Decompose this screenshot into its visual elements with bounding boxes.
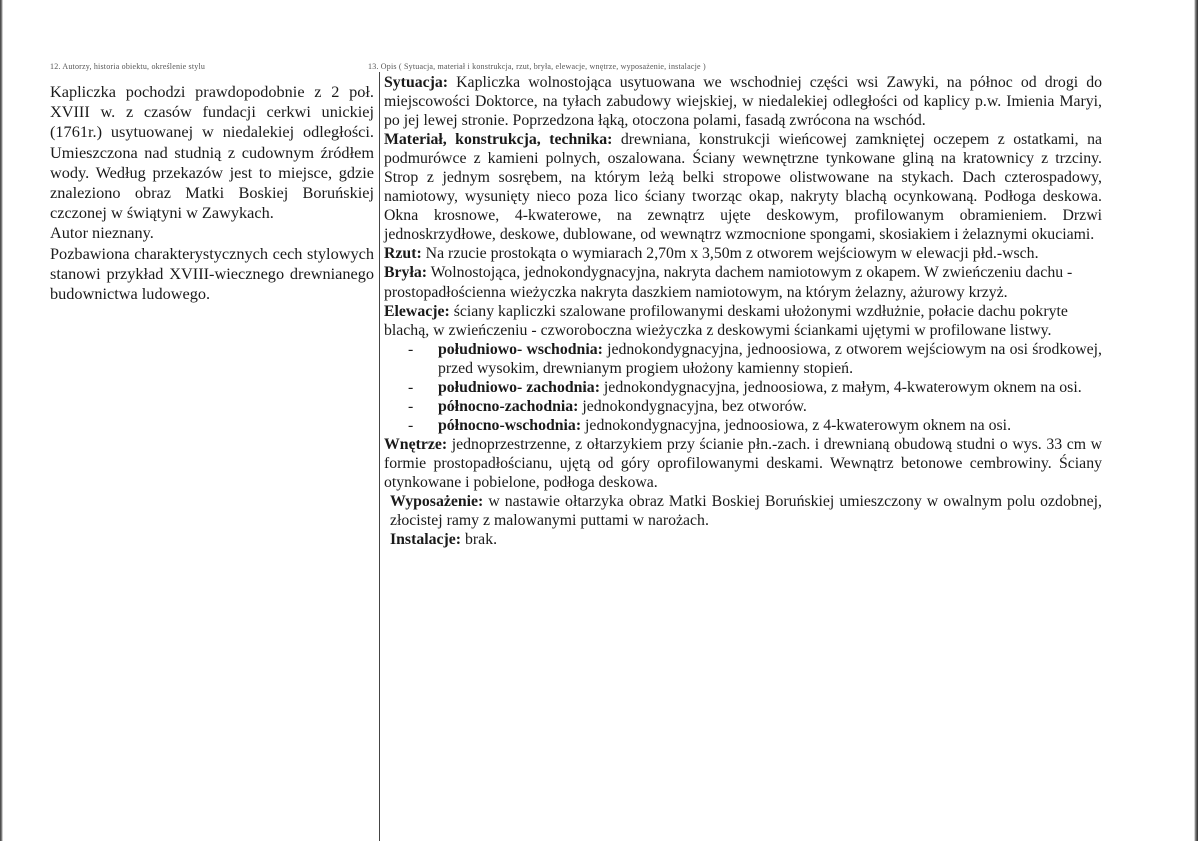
- list-dash: -: [408, 378, 414, 396]
- left-column-header: 12. Autorzy, historia obiektu, określenie stylu: [50, 62, 206, 71]
- scan-edge-left: [0, 0, 3, 841]
- sytuacja-text: Kapliczka wolnostojąca usytuowana we wschodniej części wsi Zawyki, na północ od drogi do miejscowości Doktorce, na tyłach zabudowy wiejskiej, w niedalekiej odległości od kaplicy p.w. Imienia Maryi, po jej lewej stronie. Poprzedzona łąką, otoczona polami, fasadą zwrócona na wschód.: [384, 74, 1102, 130]
- section-sytuacja: [384, 73, 1102, 130]
- instalacje-label: Instalacje:: [390, 531, 462, 549]
- elevation-item-north-west: [384, 397, 1102, 416]
- list-dash: -: [408, 416, 414, 434]
- elevation-text: jednokondygnacyjna, jednoosiowa, z małym, 4-kwaterowym oknem na osi.: [599, 378, 1082, 396]
- bryla-text: Wolnostojąca, jednokondygnacyjna, nakryta dachem namiotowym z okapem. W zwieńczeniu dachu - prostopadłościenna wieżyczka nakryta daszkiem namiotowym, na którym żelazny, ażurowy krzyż.: [384, 264, 1073, 301]
- section-wnetrze: [384, 435, 1102, 492]
- elevation-label: północno-zachodnia:: [438, 397, 579, 415]
- right-column: [384, 73, 1102, 549]
- rzut-text: Na rzucie prostokąta o wymiarach 2,70m x 3,50m z otworem wejściowym w elewacji płd.-wsch.: [421, 245, 1039, 263]
- bryla-label: Bryła:: [384, 264, 427, 282]
- elevation-label: południowo- wschodnia:: [438, 340, 603, 358]
- elevation-text: jednokondygnacyjna, bez otworów.: [578, 397, 807, 415]
- style-paragraph: Pozbawiona charakterystycznych cech stylowych stanowi przykład XVIII-wiecznego drewnianego budownictwa ludowego.: [50, 243, 374, 304]
- section-elewacje: [384, 302, 1102, 340]
- scan-edge-right: [1194, 0, 1198, 841]
- section-rzut: [384, 244, 1102, 263]
- wyposazenie-label: Wyposażenie:: [390, 493, 484, 511]
- elevation-label: południowo- zachodnia:: [438, 378, 600, 396]
- history-paragraph: Kapliczka pochodzi prawdopodobnie z 2 poł. XVIII w. z czasów fundacji cerkwi unickiej (1761r.) usytuowanej w niedalekiej odległości. Umieszczona nad studnią z cudownym źródłem wody. Według przekazów jest to miejsce, gdzie znaleziono obraz Matki Boskiej Boruńskiej czczonej w świątyni w Zawykach.: [50, 82, 374, 223]
- author-paragraph: Autor nieznany.: [50, 223, 154, 243]
- elevation-item-north-east: [384, 416, 1102, 435]
- instalacje-text: brak.: [461, 531, 498, 549]
- elevation-text: jednokondygnacyjna, jednoosiowa, z 4-kwaterowym oknem na osi.: [581, 416, 1012, 434]
- elevations-list: [384, 340, 1102, 435]
- material-text: drewniana, konstrukcji wieńcowej zamkniętej oczepem z ostatkami, na podmurówce z kamieni polnych, oszalowana. Ściany wewnętrzne tynkowane gliną na kratownicy z trzciny. Strop z jednym sosrębem, na którym leżą belki stropowe olistwowane na stykach. Dach czterospadowy, namiotowy, wysunięty nieco poza lico ściany tworząc okap, nakryty blachą ocynkowaną. Podłoga deskowa. Okna krosnowe, 4-kwaterowe, na zewnątrz ujęte deskowym, profilowanym obramieniem. Drzwi jednoskrzydłowe, deskowe, dublowane, od wewnątrz wzmocnione spongami, skosiakiem i żelaznymi okuciami.: [384, 131, 1102, 244]
- left-column: [50, 82, 374, 304]
- wnetrze-text: jednoprzestrzenne, z ołtarzykiem przy ścianie płn.-zach. i drewnianą obudową studni o wys. 33 cm w formie prostopadłościanu, ujętą od góry oprofilowanymi deskami. Wewnątrz betonowe cembrowiny. Ściany otynkowane i pobielone, podłoga deskowa.: [384, 435, 1102, 491]
- wyposazenie-text: w nastawie ołtarzyka obraz Matki Boskiej Boruńskiej umieszczony w owalnym polu ozdobnej, złocistej ramy z malowanymi puttami w narożach.: [390, 493, 1102, 530]
- elevation-label: północno-wschodnia:: [438, 416, 582, 434]
- elewacje-text: ściany kapliczki szalowane profilowanymi deskami ułożonymi wzdłużnie, połacie dachu pokryte blachą, w zwieńczeniu - czworoboczna wieżyczka z deskowymi ściankami ujętymi w profilowane listwy.: [384, 302, 1068, 339]
- wnetrze-label: Wnętrze:: [384, 435, 448, 453]
- list-dash: -: [408, 397, 414, 415]
- right-column-header: 13. Opis ( Sytuacja, materiał i konstrukcja, rzut, bryła, elewacje, wnętrze, wyposażenie, instalacje ): [368, 62, 706, 71]
- sytuacja-label: Sytuacja:: [384, 74, 449, 91]
- elewacje-label: Elewacje:: [384, 302, 450, 320]
- rzut-label: Rzut:: [384, 245, 422, 263]
- section-instalacje: [384, 530, 1102, 549]
- elevation-text: jednokondygnacyjna, jednoosiowa, z otworem wejściowym na osi środkowej, przed wysokim, drewnianym progiem ułożony kamienny stopień.: [438, 340, 1103, 377]
- section-bryla: [384, 263, 1102, 301]
- section-material: [384, 130, 1102, 244]
- elevation-item-south-east: [384, 340, 1102, 378]
- material-label: Materiał, konstrukcja, technika:: [384, 131, 613, 149]
- list-dash: -: [408, 340, 414, 358]
- section-wyposazenie: [384, 492, 1102, 530]
- column-divider: [379, 72, 380, 841]
- elevation-item-south-west: [384, 378, 1102, 397]
